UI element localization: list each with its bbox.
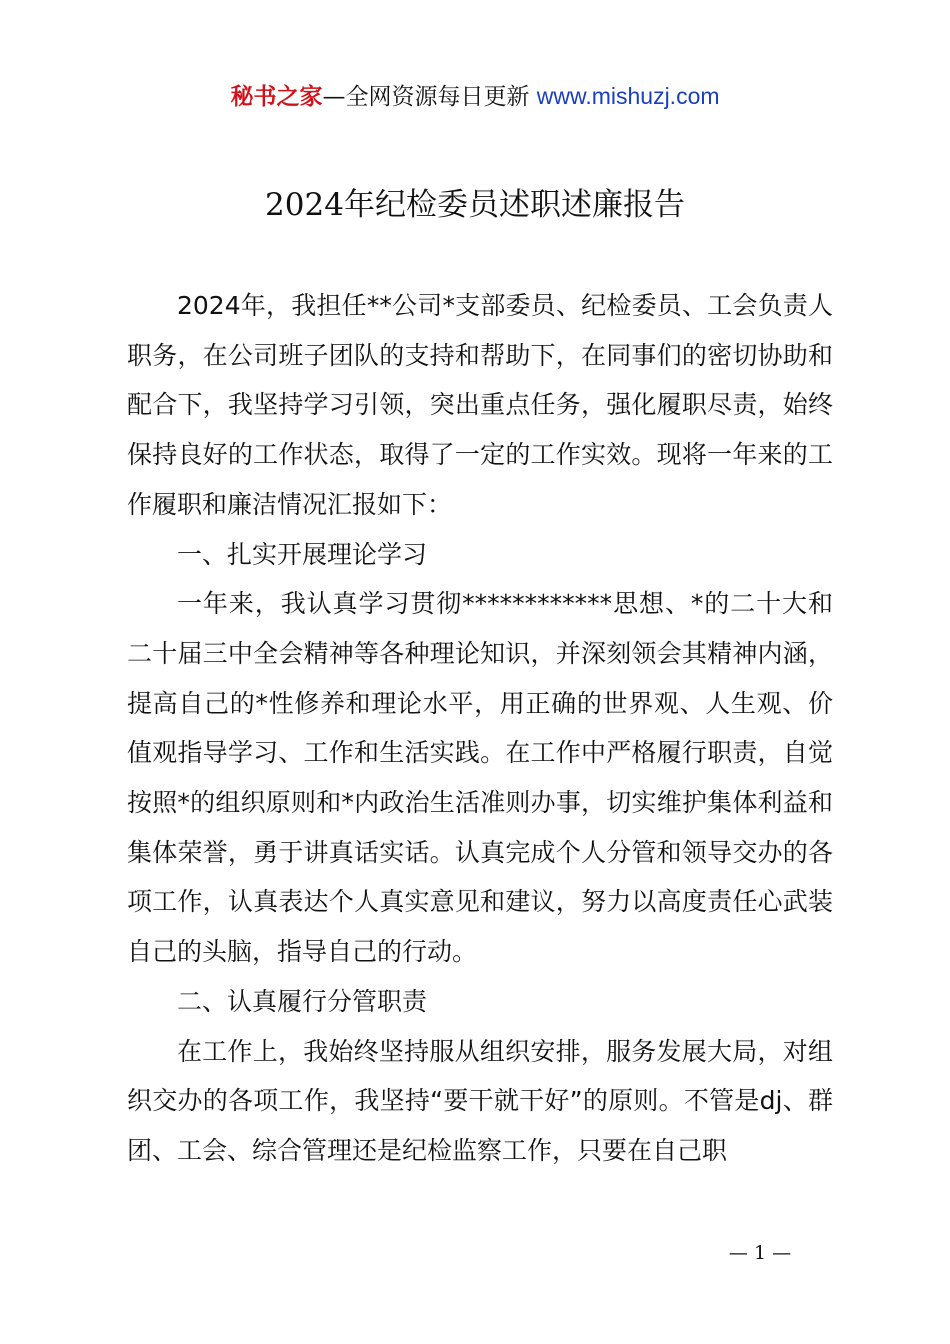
document-body <box>127 281 833 1176</box>
site-tagline: —全网资源每日更新 <box>322 84 530 110</box>
section-paragraph-1: 一年来，我认真学习贯彻************思想、*的二十大和二十届三中全会精神等各种理论知识，并深刻领会其精神内涵，提高自己的*性修养和理论水平，用正确的世界观、人生观、价值观指导学习、工作和生活实践。在工作中严格履行职责，自觉按照*的组织原则和*内政治生活准则办事，切实维护集体利益和集体荣誉，勇于讲真话实话。认真完成个人分管和领导交办的各项工作，认真表达个人真实意见和建议，努力以高度责任心武装自己的头脑，指导自己的行动。 <box>127 589 833 967</box>
site-brand: 秘书之家 <box>230 84 323 110</box>
document-title: 2024年纪检委员述职述廉报告 <box>265 187 685 223</box>
section-heading-2: 二、认真履行分管职责 <box>177 986 428 1016</box>
section-heading-1: 一、扎实开展理论学习 <box>177 539 428 569</box>
section-paragraph-2: 在工作上，我始终坚持服从组织安排，服务发展大局，对组织交办的各项工作，我坚持“要干就干好”的原则。不管是dj、群团、工会、综合管理还是纪检监察工作，只要在自己职 <box>127 1036 833 1165</box>
site-header <box>0 80 950 113</box>
page-number: — 1 — <box>728 1242 792 1264</box>
intro-paragraph: 2024年，我担任**公司*支部委员、纪检委员、工会负责人职务，在公司班子团队的支持和帮助下，在同事们的密切协助和配合下，我坚持学习引领，突出重点任务，强化履职尽责，始终保持良好的工作状态，取得了一定的工作实效。现将一年来的工作履职和廉洁情况汇报如下： <box>127 291 833 519</box>
site-url-link[interactable]: www.mishuzj.com <box>536 83 720 109</box>
